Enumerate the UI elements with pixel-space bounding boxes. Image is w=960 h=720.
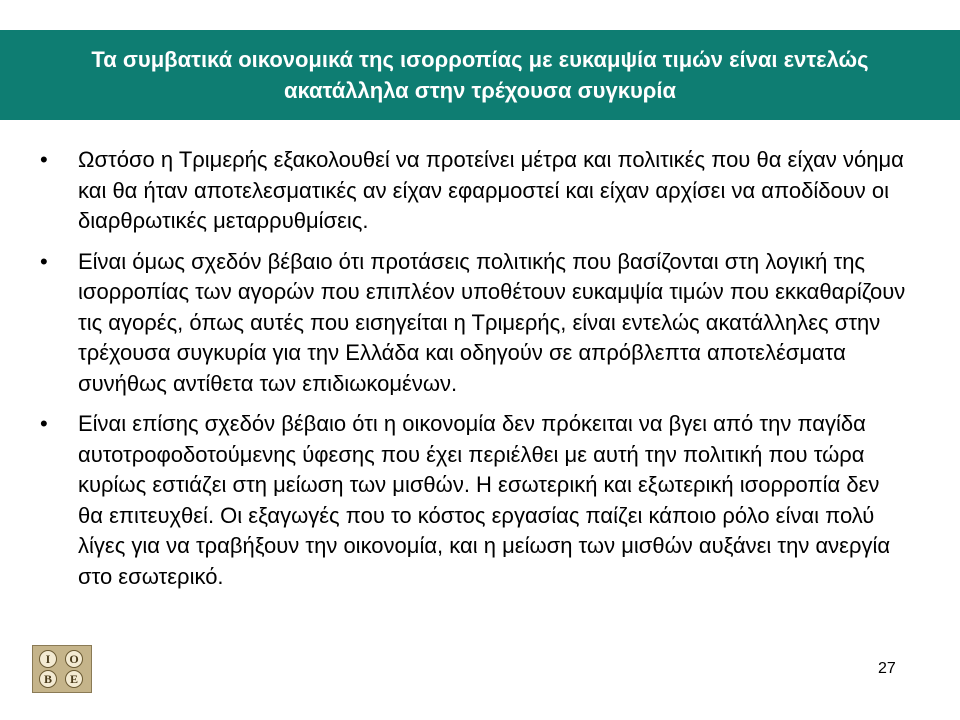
logo-letter: O bbox=[65, 650, 83, 668]
logo-letter: I bbox=[39, 650, 57, 668]
bullet-marker: • bbox=[40, 147, 48, 172]
logo-letter: B bbox=[39, 670, 57, 688]
bullet-text: Ωστόσο η Τριμερής εξακολουθεί να προτείνει μέτρα και πολιτικές που θα είχαν νόημα και θα ήταν αποτελεσματικές αν είχαν εφαρμοστεί και είχαν αρχίσει να αποδίδουν οι διαρθρωτικές μεταρρυθμίσεις. bbox=[78, 147, 904, 233]
bullet-item bbox=[38, 409, 908, 592]
bullet-text: Είναι επίσης σχεδόν βέβαιο ότι η οικονομία δεν πρόκειται να βγει από την παγίδα αυτοτροφοδοτούμενης ύφεσης που έχει περιέλθει με αυτή την πολιτική που τώρα κυρίως εστιάζει στη μείωση των μισθών. Η εσωτερική και εξωτερική ισορροπία δεν θα επιτευχθεί. Οι εξαγωγές που το κόστος εργασίας παίζει κάποιο ρόλο είναι πολύ λίγες για να τραβήξουν την οικονομία, και η μείωση των μισθών αυξάνει την ανεργία στο εσωτερικό. bbox=[78, 411, 891, 589]
title-banner bbox=[0, 30, 960, 120]
bullet-marker: • bbox=[40, 411, 48, 436]
logo-letter: E bbox=[65, 670, 83, 688]
slide-title: Τα συμβατικά οικονομικά της ισορροπίας με ευκαμψία τιμών είναι εντελώς ακατάλληλα στην τρέχουσα συγκυρία bbox=[91, 47, 869, 103]
bullet-item bbox=[38, 145, 908, 237]
bullet-marker: • bbox=[40, 248, 48, 274]
bullet-list bbox=[38, 145, 908, 602]
iobe-logo bbox=[32, 645, 92, 693]
bullet-item bbox=[38, 247, 908, 400]
page-number: 27 bbox=[878, 660, 896, 677]
bullet-text: Είναι όμως σχεδόν βέβαιο ότι προτάσεις πολιτικής που βασίζονται στη λογική της ισορροπίας των αγορών που επιπλέον υποθέτουν ευκαμψία τιμών που εκκαθαρίζουν τις αγορές, όπως αυτές που εισηγείται η Τριμερής, είναι εντελώς ακατάλληλες στην τρέχουσα συγκυρία για την Ελλάδα και οδηγούν σε απρόβλεπτα αποτελέσματα συνήθως αντίθετα των επιδιωκομένων. bbox=[78, 248, 906, 396]
